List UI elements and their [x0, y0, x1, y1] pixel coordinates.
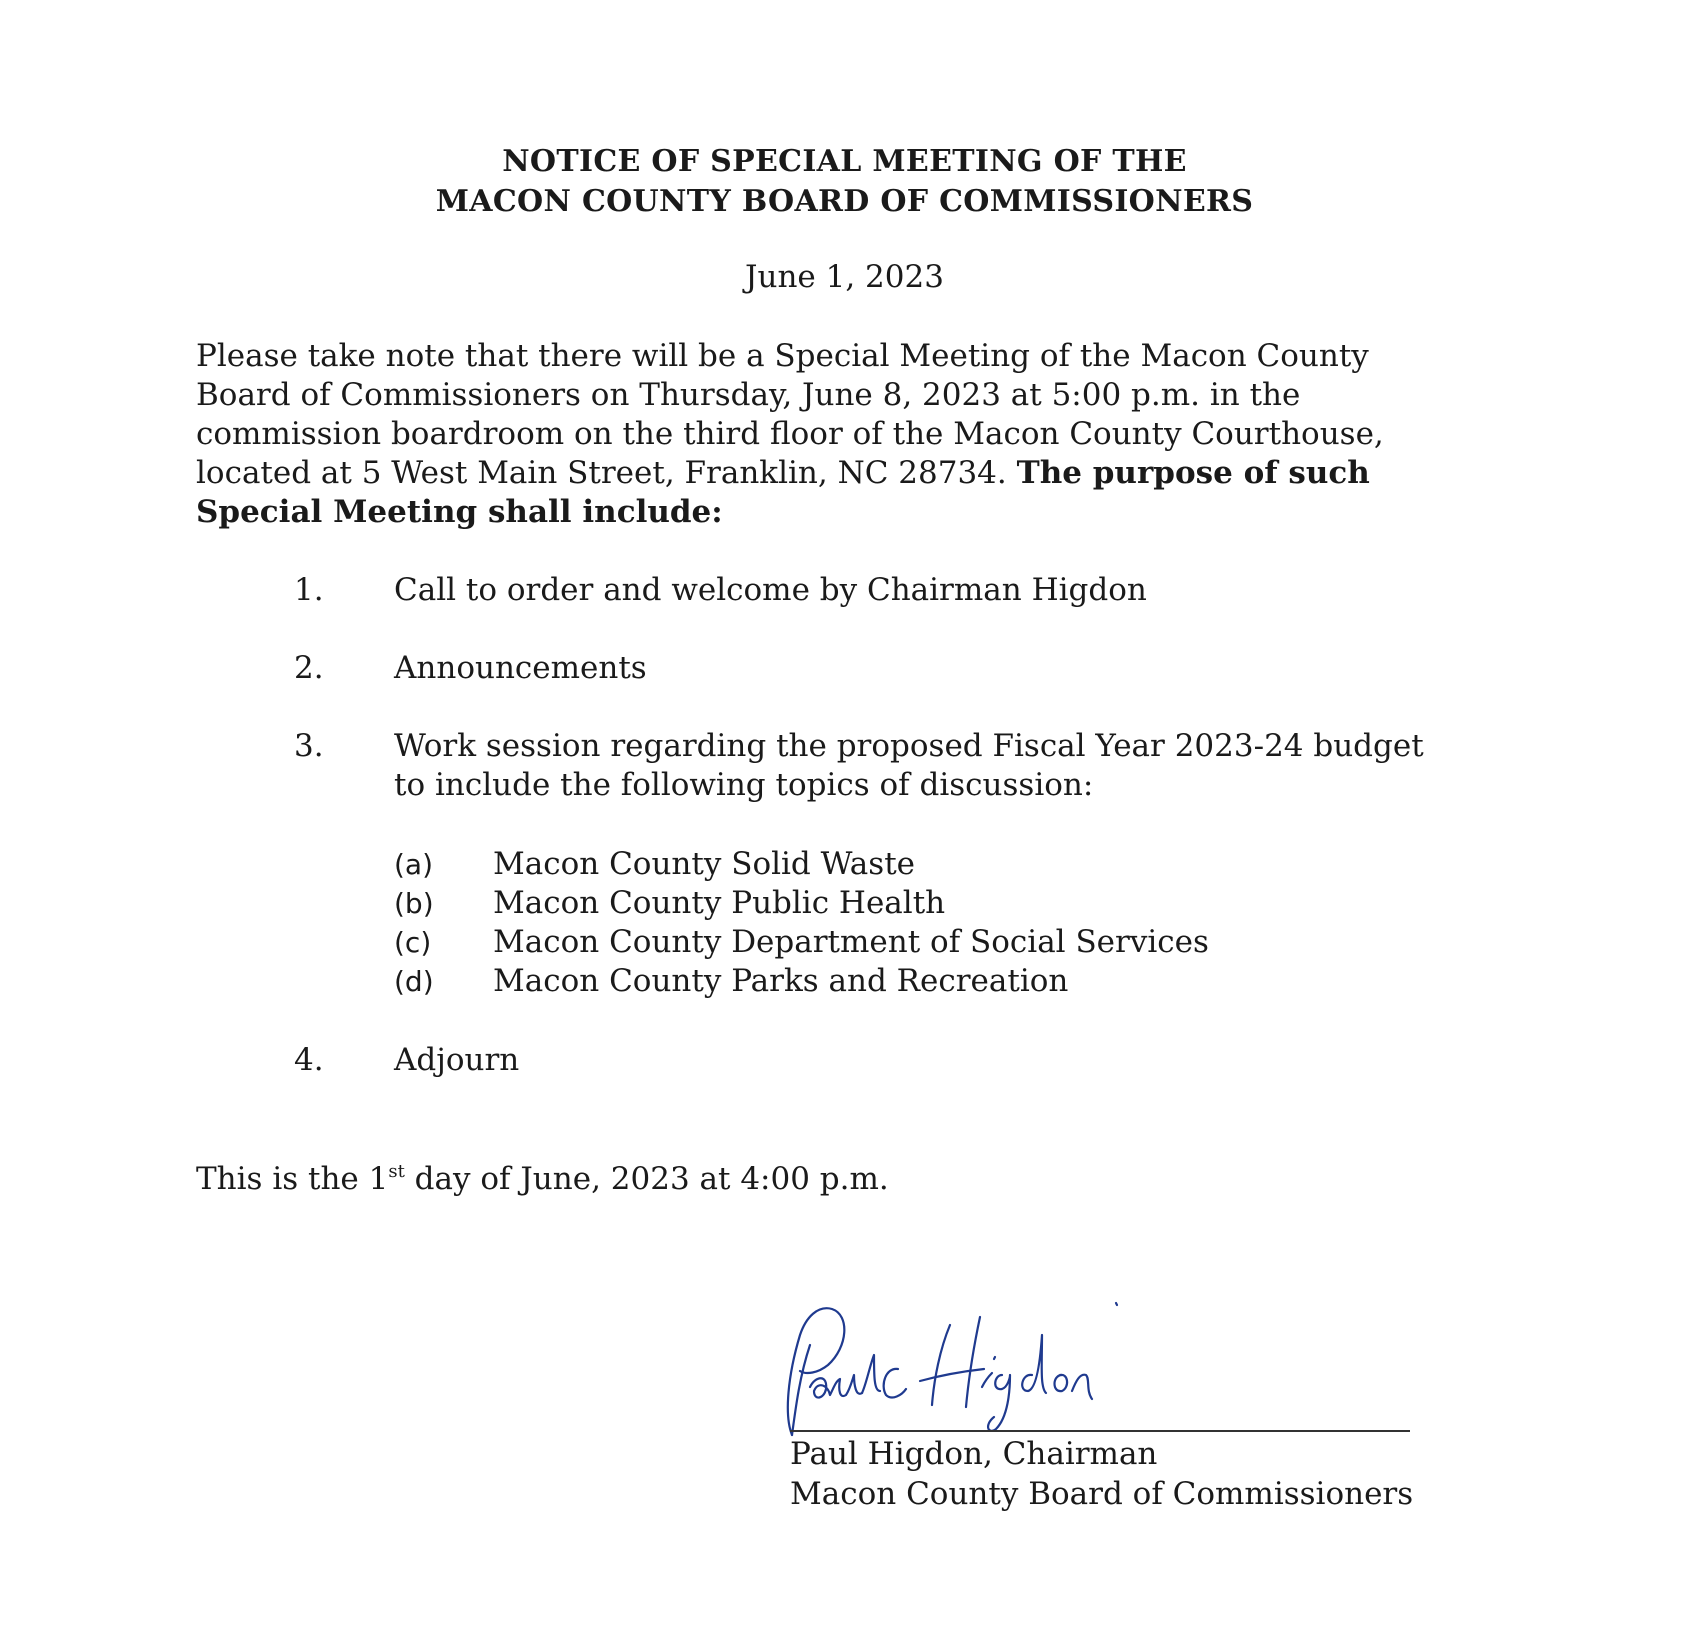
signer-organization: Macon County Board of Commissioners — [790, 1476, 1414, 1512]
intro-paragraph — [196, 337, 1436, 532]
agenda-item-text: Work session regarding the proposed Fiscal Year 2023-24 budget to include the following topics of discussion: — [394, 728, 1424, 803]
agenda-item-number: 3. — [294, 728, 324, 764]
closing-ordinal: st — [388, 1161, 405, 1182]
closing-suffix: day of June, 2023 at 4:00 p.m. — [404, 1161, 889, 1197]
subitem-letter: (b) — [394, 887, 434, 920]
agenda-item-text: Call to order and welcome by Chairman Higdon — [394, 572, 1147, 608]
subitem-letter: (d) — [394, 965, 434, 998]
intro-purpose-text: The purpose of such Special Meeting shall include: — [196, 455, 1370, 530]
subitem-letter: (a) — [394, 848, 434, 881]
agenda-item-number: 1. — [294, 572, 324, 608]
agenda-item-text: Announcements — [394, 650, 647, 686]
subitem-letter: (c) — [394, 926, 432, 959]
signer-name: Paul Higdon, Chairman — [790, 1436, 1158, 1472]
subitem-text: Macon County Solid Waste — [493, 846, 915, 882]
agenda-item-number: 2. — [294, 650, 324, 686]
notice-date: June 1, 2023 — [745, 259, 944, 295]
notice-title-line-1: NOTICE OF SPECIAL MEETING OF THE — [502, 144, 1187, 179]
subitem-text: Macon County Parks and Recreation — [493, 963, 1069, 999]
agenda-item-text: Adjourn — [394, 1042, 520, 1078]
intro-text: Please take note that there will be a Special Meeting of the Macon County Board of Commissioners on Thursday, June 8, 2023 at 5:00 p.m. in the commission boardroom on the third floor of the Macon County Courthouse, located at 5 West Main Street, Franklin, NC 28734. — [196, 338, 1384, 491]
subitem-text: Macon County Department of Social Services — [493, 924, 1209, 960]
closing-statement — [196, 1159, 889, 1199]
notice-title-line-2: MACON COUNTY BOARD OF COMMISSIONERS — [435, 184, 1254, 219]
subitem-text: Macon County Public Health — [493, 885, 946, 921]
handwritten-signature — [770, 1295, 1130, 1445]
agenda-item-number: 4. — [294, 1042, 324, 1078]
signature-line — [790, 1430, 1410, 1432]
closing-prefix: This is the 1 — [196, 1161, 389, 1197]
